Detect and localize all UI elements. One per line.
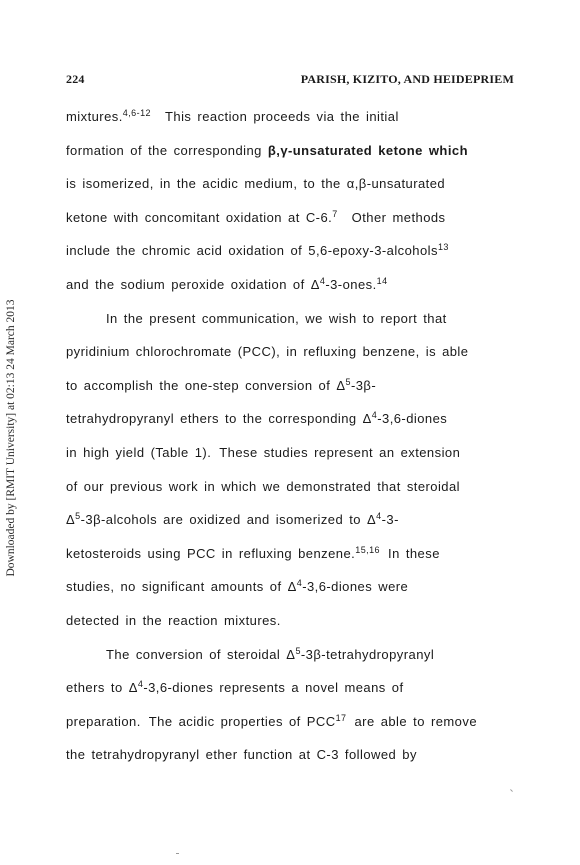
delta-superscript: 5 bbox=[295, 645, 301, 656]
text-line-19 bbox=[66, 705, 526, 739]
text-line-8 bbox=[66, 335, 526, 369]
download-watermark bbox=[0, 0, 22, 865]
text-span: Δ bbox=[66, 512, 76, 528]
text-line-3 bbox=[66, 167, 526, 201]
watermark-text: Downloaded by [RMIT University] at 02:13 24 March 2013 bbox=[5, 299, 17, 577]
text-line-20 bbox=[66, 738, 526, 772]
text-span: -3- bbox=[381, 512, 399, 528]
text-span: This reaction proceeds via the initial bbox=[165, 109, 399, 124]
text-line-2 bbox=[66, 134, 526, 168]
text-line-5 bbox=[66, 234, 526, 268]
delta-superscript: 4 bbox=[137, 679, 144, 690]
text-line-17 bbox=[66, 638, 526, 672]
text-line-13 bbox=[66, 503, 526, 537]
text-line-7 bbox=[66, 302, 526, 336]
text-span: In the present communication, we wish to report that bbox=[106, 310, 447, 326]
text-span: ethers to Δ bbox=[66, 680, 138, 696]
delta-superscript: 4 bbox=[296, 578, 303, 589]
text-span: These studies represent an extension bbox=[219, 444, 461, 460]
text-line-15 bbox=[66, 570, 526, 604]
scan-speck bbox=[176, 853, 179, 854]
text-span: -3,6-diones represents a novel means of bbox=[143, 680, 404, 696]
text-span: -3β- bbox=[350, 377, 377, 393]
text-span: In these bbox=[388, 545, 440, 561]
text-span: to accomplish the one-step conversion of Δ bbox=[66, 377, 346, 393]
text-span: -3,6-diones were bbox=[302, 579, 409, 595]
text-span: formation of the corresponding bbox=[66, 142, 262, 158]
text-span: studies, no significant amounts of Δ bbox=[66, 579, 297, 595]
text-span: -3-ones. bbox=[325, 276, 377, 292]
text-span: detected in the reaction mixtures. bbox=[66, 612, 281, 628]
bold-text-span: β,γ-unsaturated ketone which bbox=[267, 142, 468, 158]
text-line-1 bbox=[66, 100, 526, 134]
delta-superscript: 5 bbox=[75, 511, 81, 522]
text-span: ketone with concomitant oxidation at C-6. bbox=[66, 209, 333, 225]
text-span: -3β-tetrahydropyranyl bbox=[300, 646, 435, 662]
text-span: Other methods bbox=[351, 209, 446, 225]
text-span: -3,6-diones bbox=[377, 411, 448, 427]
text-span: The acidic properties of PCC bbox=[148, 713, 336, 729]
text-line-4 bbox=[66, 201, 526, 235]
text-line-10 bbox=[66, 402, 526, 436]
text-line-11 bbox=[66, 436, 526, 470]
reference-superscript: 7 bbox=[332, 208, 338, 219]
text-span: and the sodium peroxide oxidation of Δ bbox=[66, 276, 320, 292]
text-line-14 bbox=[66, 537, 526, 571]
text-line-6 bbox=[66, 268, 526, 302]
text-span: include the chromic acid oxidation of 5,6-epoxy-3-alcohols bbox=[66, 243, 438, 259]
reference-superscript: 14 bbox=[376, 275, 388, 286]
text-span: pyridinium chlorochromate (PCC), in refluxing benzene, is able bbox=[66, 344, 469, 360]
text-line-18 bbox=[66, 671, 526, 705]
text-span: of our previous work in which we demonstrated that steroidal bbox=[66, 478, 461, 494]
delta-superscript: 4 bbox=[376, 511, 382, 522]
body-text bbox=[66, 100, 526, 772]
delta-superscript: 4 bbox=[319, 275, 326, 286]
text-span: are able to remove bbox=[354, 713, 477, 729]
text-span: The conversion of steroidal Δ bbox=[106, 646, 296, 662]
text-span: preparation. bbox=[66, 713, 141, 729]
text-span: tetrahydropyranyl ethers to the corresponding Δ bbox=[66, 411, 372, 427]
scan-speck bbox=[510, 789, 513, 792]
text-line-16 bbox=[66, 604, 526, 638]
text-span: the tetrahydropyranyl ether function at C-3 followed by bbox=[66, 747, 417, 763]
text-span: is isomerized, in the acidic medium, to the α,β-unsaturated bbox=[66, 176, 446, 192]
text-span: -3β-alcohols are oxidized and isomerized to Δ bbox=[80, 512, 377, 528]
reference-superscript: 4,6-12 bbox=[122, 108, 152, 118]
reference-superscript: 17 bbox=[335, 712, 347, 723]
text-line-9 bbox=[66, 369, 526, 403]
running-head bbox=[66, 72, 514, 88]
author-names: PARISH, KIZITO, AND HEIDEPRIEM bbox=[300, 72, 514, 86]
text-span: ketosteroids using PCC in refluxing benzene. bbox=[66, 545, 356, 561]
text-span: mixtures. bbox=[66, 109, 123, 124]
text-line-12 bbox=[66, 470, 526, 504]
reference-superscript: 13 bbox=[437, 242, 449, 253]
delta-superscript: 5 bbox=[345, 376, 351, 387]
page-number: 224 bbox=[66, 72, 85, 86]
delta-superscript: 4 bbox=[371, 410, 378, 421]
reference-superscript: 15,16 bbox=[355, 544, 381, 555]
text-span: in high yield (Table 1). bbox=[66, 444, 212, 460]
